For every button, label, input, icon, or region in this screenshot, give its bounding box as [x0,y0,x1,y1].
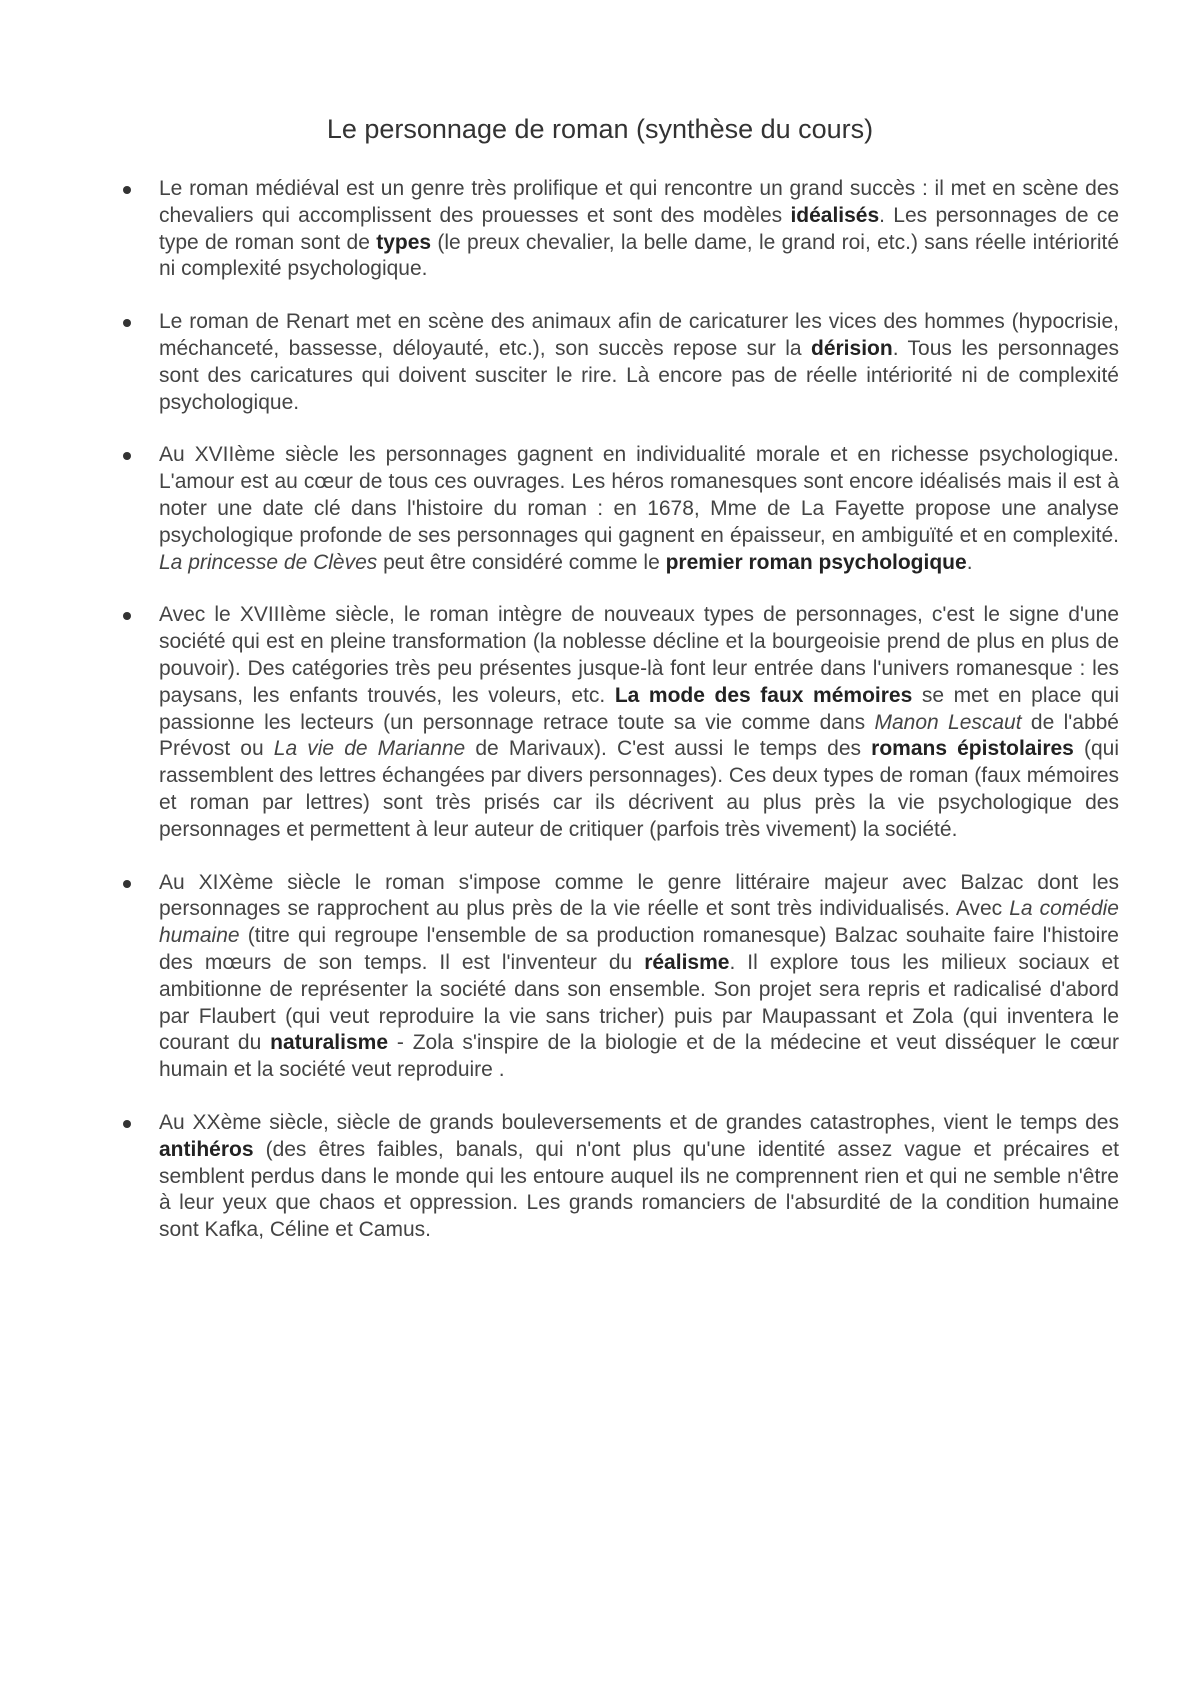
bullet-icon [123,880,131,888]
text-segment: Avec le XVIIIème siècle, le roman intègre de nouveaux types de personnages, c'est le signe d'une société qui est en pleine transformation (la noblesse décline et la bourgeoisie prend de plus en plus de pouvoir). Des catégories très peu présentes jusque-là font leur entrée dans l'univers romanesque : les paysans, les enfants trouvés, les voleurs, etc. [159,603,1119,707]
text-segment: Le roman de Renart met en scène des animaux afin de caricaturer les vices des hommes (hypocrisie, méchanceté, bassesse, déloyauté, etc.), son succès repose sur la [159,310,1119,360]
italic-title: La comédie humaine [159,897,1119,948]
text-segment: . Tous les personnages sont des caricatures qui doivent susciter le rire. Là encore pas de réelle intériorité ni de complexité psychologique. [159,336,1119,414]
list-item [159,602,1119,843]
text-segment: . [966,550,973,574]
text-segment: Au XIXème siècle le roman s'impose comme le genre littéraire majeur avec Balzac dont les personnages se rapprochent au plus près de la vie réelle et sont très individualisés. Avec [159,870,1119,921]
text-segment: (le preux chevalier, la belle dame, le grand roi, etc.) sans réelle intériorité ni complexité psychologique. [159,230,1119,281]
bold-term: premier roman psychologique [665,550,967,574]
text-segment: . Les personnages de ce type de roman sont de [159,203,1119,254]
text-segment: de l'abbé Prévost ou [159,710,1119,761]
bullet-icon [123,452,131,460]
list-item [159,442,1119,576]
bullet-icon [123,612,131,620]
text-segment: Au XXème siècle, siècle de grands bouleversements et de grandes catastrophes, vient le temps des [159,1110,1119,1134]
text-segment: se met en place qui passionne les lecteurs (un personnage retrace toute sa vie comme dans [159,683,1119,734]
text-segment: Le roman médiéval est un genre très prolifique et qui rencontre un grand succès : il met en scène des chevaliers qui accomplissent des prouesses et sont des modèles [159,177,1119,227]
bullet-icon [123,186,131,194]
bullet-icon [123,319,131,327]
text-segment: (qui rassemblent des lettres échangées par divers personnages). Ces deux types de roman (faux mémoires et roman par lettres) sont très prisés car ils décrivent au plus près la vie psychologique des personnages et permettent à leur auteur de critiquer (parfois très vivement) la société. [159,737,1119,841]
bold-term: types [376,230,432,254]
text-segment: (des êtres faibles, banals, qui n'ont plus qu'une identité assez vague et précaires et semblent perdus dans le monde qui les entoure auquel ils ne comprennent rien et qui ne semble n'être à leur yeux que chaos et oppression. Les grands romanciers de l'absurdité de la condition humaine sont Kafka, Céline et Camus. [159,1137,1119,1242]
italic-title: La princesse de Clèves [159,550,378,574]
text-segment: - Zola s'inspire de la biologie et de la médecine et veut disséquer le cœur humain et la société veut reproduire . [159,1031,1120,1082]
list-item [159,309,1119,416]
bold-term: antihéros [159,1137,254,1161]
bold-term: dérision [811,336,893,360]
bullet-list [159,176,1119,1270]
text-segment: peut être considéré comme le [377,550,666,574]
italic-title: La vie de Marianne [273,737,466,761]
bullet-icon [123,1120,131,1128]
text-segment: Au XVIIème siècle les personnages gagnent en individualité morale et en richesse psychologique. L'amour est au cœur de tous ces ouvrages. Les héros romanesques sont encore idéalisés mais il est à noter une date clé dans l'histoire du roman : en 1678, Mme de La Fayette propose une analyse psychologique profonde de ses personnages qui gagnent en épaisseur, en ambiguïté et en complexité. [159,443,1119,547]
list-item [159,176,1119,283]
text-segment: de Marivaux). C'est aussi le temps des [465,737,872,761]
bold-term: La mode des faux mémoires [614,683,913,707]
page-title: Le personnage de roman (synthèse du cours) [326,114,874,144]
bold-term: réalisme [644,950,730,974]
text-segment: . Il explore tous les milieux sociaux et ambitionne de représenter la société dans son ensemble. Son projet sera repris et radicalisé d'abord par Flaubert (qui veut reproduire la vie sans tricher) puis par Maupassant et Zola (qui inventera le courant du [159,950,1120,1055]
bold-term: romans épistolaires [871,737,1074,761]
text-segment: (titre qui regroupe l'ensemble de sa production romanesque) Balzac souhaite faire l'histoire des mœurs de son temps. Il est l'inventeur du [159,924,1119,974]
bold-term: idéalisés [790,203,880,227]
bold-term: naturalisme [270,1031,389,1055]
list-item [159,870,1119,1084]
italic-title: Manon Lescaut [874,710,1022,734]
list-item [159,1110,1119,1244]
